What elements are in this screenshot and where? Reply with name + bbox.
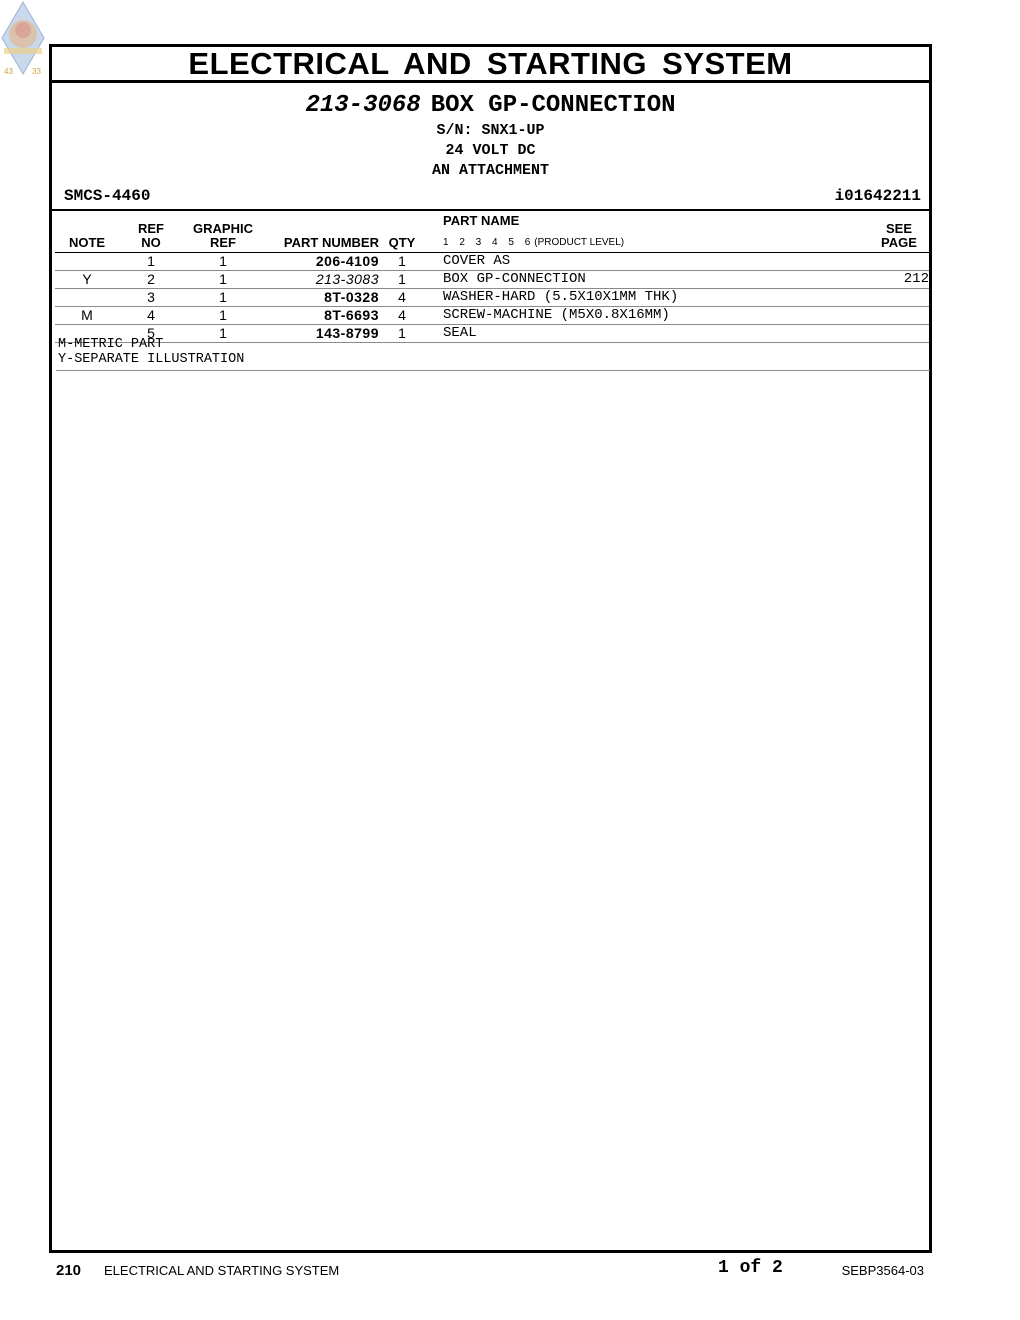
product-level-numbers: 1 2 3 4 5 6 bbox=[443, 237, 531, 248]
smcs-row bbox=[64, 187, 921, 205]
col-part-number: PART NUMBER bbox=[263, 212, 379, 253]
col-note: NOTE bbox=[55, 212, 119, 253]
footer-section: ELECTRICAL AND STARTING SYSTEM bbox=[104, 1263, 340, 1278]
row-part-number: 206-4109 bbox=[263, 253, 379, 271]
note-metric: M-METRIC PART bbox=[58, 337, 164, 352]
row-note: M bbox=[55, 307, 119, 325]
product-level-label: (PRODUCT LEVEL) bbox=[534, 237, 625, 248]
illustration-id: i01642211 bbox=[834, 187, 921, 205]
row-part-name: SEAL bbox=[425, 325, 869, 343]
smcs-code: SMCS-4460 bbox=[64, 187, 151, 205]
row-see-page bbox=[869, 289, 929, 307]
row-note: Y bbox=[55, 271, 119, 289]
document-number: SEBP3564-03 bbox=[841, 1263, 924, 1278]
serial-range: S/N: SNX1-UP bbox=[436, 122, 545, 139]
publisher-logo-icon bbox=[0, 0, 48, 80]
row-qty: 4 bbox=[379, 307, 425, 325]
row-ref-no: 3 bbox=[119, 289, 183, 307]
page-number: 210 bbox=[56, 1262, 82, 1279]
logo-number-left: 43 bbox=[4, 67, 13, 76]
row-part-number: 143-8799 bbox=[263, 325, 379, 343]
group-name: BOX GP-CONNECTION bbox=[430, 92, 676, 119]
row-qty: 1 bbox=[379, 325, 425, 343]
col-qty: QTY bbox=[379, 212, 425, 253]
notes-legend bbox=[56, 335, 930, 371]
row-ref-no: 5 bbox=[119, 325, 183, 343]
voltage-label: 24 VOLT DC bbox=[445, 142, 536, 159]
row-part-number: 8T-0328 bbox=[263, 289, 379, 307]
col-see-page: SEE PAGE bbox=[869, 212, 929, 253]
table-row bbox=[55, 253, 929, 271]
row-graphic-ref: 1 bbox=[183, 325, 263, 343]
row-part-name: BOX GP-CONNECTION bbox=[425, 271, 869, 289]
row-note bbox=[55, 253, 119, 271]
row-graphic-ref: 1 bbox=[183, 289, 263, 307]
row-qty: 1 bbox=[379, 271, 425, 289]
row-ref-no: 2 bbox=[119, 271, 183, 289]
row-qty: 1 bbox=[379, 253, 425, 271]
row-part-number: 213-3083 bbox=[263, 271, 379, 289]
page-of-count: 1 of 2 bbox=[718, 1258, 783, 1278]
row-note bbox=[55, 289, 119, 307]
row-qty: 4 bbox=[379, 289, 425, 307]
col-part-name: PART NAME 1 2 3 4 5 6 (PRODUCT LEVEL) bbox=[425, 212, 869, 253]
row-graphic-ref: 1 bbox=[183, 271, 263, 289]
parts-table bbox=[55, 212, 929, 343]
page-title: ELECTRICAL AND STARTING SYSTEM bbox=[52, 47, 929, 83]
logo-number-right: 33 bbox=[32, 67, 41, 76]
table-row bbox=[55, 289, 929, 307]
group-part-number: 213-3068 bbox=[305, 92, 421, 119]
row-part-number: 8T-6693 bbox=[263, 307, 379, 325]
page-frame bbox=[49, 44, 932, 1253]
row-graphic-ref: 1 bbox=[183, 253, 263, 271]
row-see-page bbox=[869, 307, 929, 325]
table-row bbox=[55, 271, 929, 289]
table-header-row bbox=[55, 212, 929, 253]
row-part-name: SCREW-MACHINE (M5X0.8X16MM) bbox=[425, 307, 869, 325]
row-part-name: COVER AS bbox=[425, 253, 869, 271]
header-divider bbox=[52, 209, 929, 211]
row-graphic-ref: 1 bbox=[183, 307, 263, 325]
table-row bbox=[55, 307, 929, 325]
row-see-page: 212 bbox=[869, 271, 929, 289]
col-ref-no: REF NO bbox=[119, 212, 183, 253]
row-part-name: WASHER-HARD (5.5X10X1MM THK) bbox=[425, 289, 869, 307]
page-footer bbox=[56, 1258, 924, 1282]
col-graphic-ref: GRAPHIC REF bbox=[183, 212, 263, 253]
note-separate-illustration: Y-SEPARATE ILLUSTRATION bbox=[58, 352, 245, 367]
group-heading bbox=[52, 91, 929, 181]
row-ref-no: 1 bbox=[119, 253, 183, 271]
row-see-page bbox=[869, 253, 929, 271]
row-ref-no: 4 bbox=[119, 307, 183, 325]
attachment-label: AN ATTACHMENT bbox=[431, 162, 550, 179]
